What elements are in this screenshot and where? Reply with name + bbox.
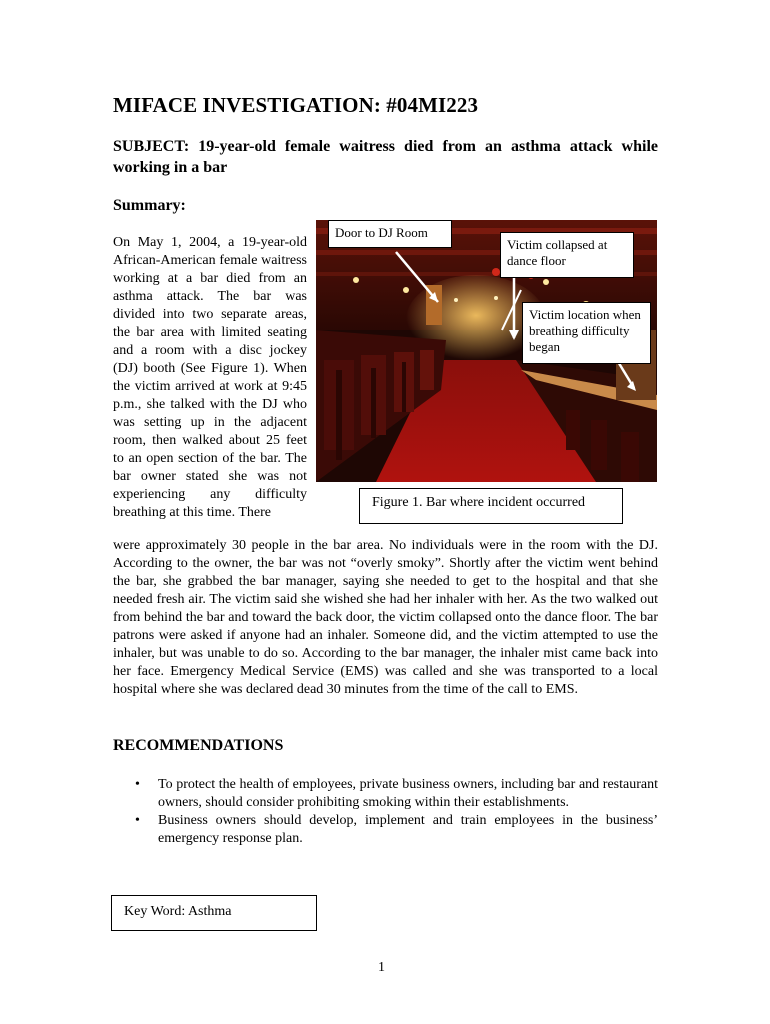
- figure-caption: Figure 1. Bar where incident occurred: [359, 488, 623, 524]
- list-item: [113, 776, 658, 812]
- callout-victim-location: Victim location when breathing difficulty began: [522, 302, 651, 364]
- keyword-box: Key Word: Asthma: [111, 895, 317, 931]
- summary-full-width: [113, 537, 658, 699]
- callout-door-dj-room: Door to DJ Room: [328, 220, 452, 248]
- recommendation-text: To protect the health of employees, private business owners, including bar and restaurant owners, should consider prohibiting smoking within their establishments.: [158, 777, 658, 810]
- document-title: MIFACE INVESTIGATION: #04MI223: [113, 93, 479, 117]
- summary-left-column: [113, 234, 307, 522]
- bar-photo: [316, 220, 657, 482]
- page-number: 1: [378, 960, 385, 975]
- summary-heading: Summary:: [113, 197, 186, 214]
- callout-victim-collapsed: Victim collapsed at dance floor: [500, 232, 634, 278]
- bullet-icon: •: [135, 777, 140, 792]
- recommendations-heading: RECOMMENDATIONS: [113, 737, 284, 754]
- list-item: [113, 812, 658, 848]
- summary-paragraph-continued: were approximately 30 people in the bar area. No individuals were in the room with the DJ. According to the owner, the bar was not “overly smoky”. Shortly after the victim went behind the bar, she grabbed the bar manager, saying she needed to get to the hospital and that she needed fresh air. The victim said she wished she had her inhaler with her. As the two walked out from behind the bar and toward the back door, the victim collapsed onto the dance floor. The bar patrons were asked if anyone had an inhaler. Someone did, and the victim attempted to use the inhaler, but was unable to do so. According to the bar manager, the inhaler mist came back into her face. Emergency Medical Service (EMS) was called and she was transported to a local hospital where she was declared dead 30 minutes from the time of the call to EMS.: [113, 538, 658, 697]
- summary-paragraph-start: On May 1, 2004, a 19-year-old African-American female waitress working at a bar died from an asthma attack. The bar was divided into two separate areas, the bar area with limited seating and a room with a disc jockey (DJ) booth (See Figure 1). When the victim arrived at work at 9:45 p.m., she talked with the DJ who was setting up in the adjacent room, then walked about 25 feet to an open section of the bar. The bar owner stated she was not experiencing any difficulty breathing at this time. There: [113, 235, 307, 520]
- subject-heading: SUBJECT: 19-year-old female waitress died from an asthma attack while working in a bar: [113, 138, 658, 176]
- recommendation-text: Business owners should develop, implement and train employees in the business’ emergency response plan.: [158, 813, 658, 846]
- recommendations-list: [113, 776, 658, 848]
- bullet-icon: •: [135, 813, 140, 828]
